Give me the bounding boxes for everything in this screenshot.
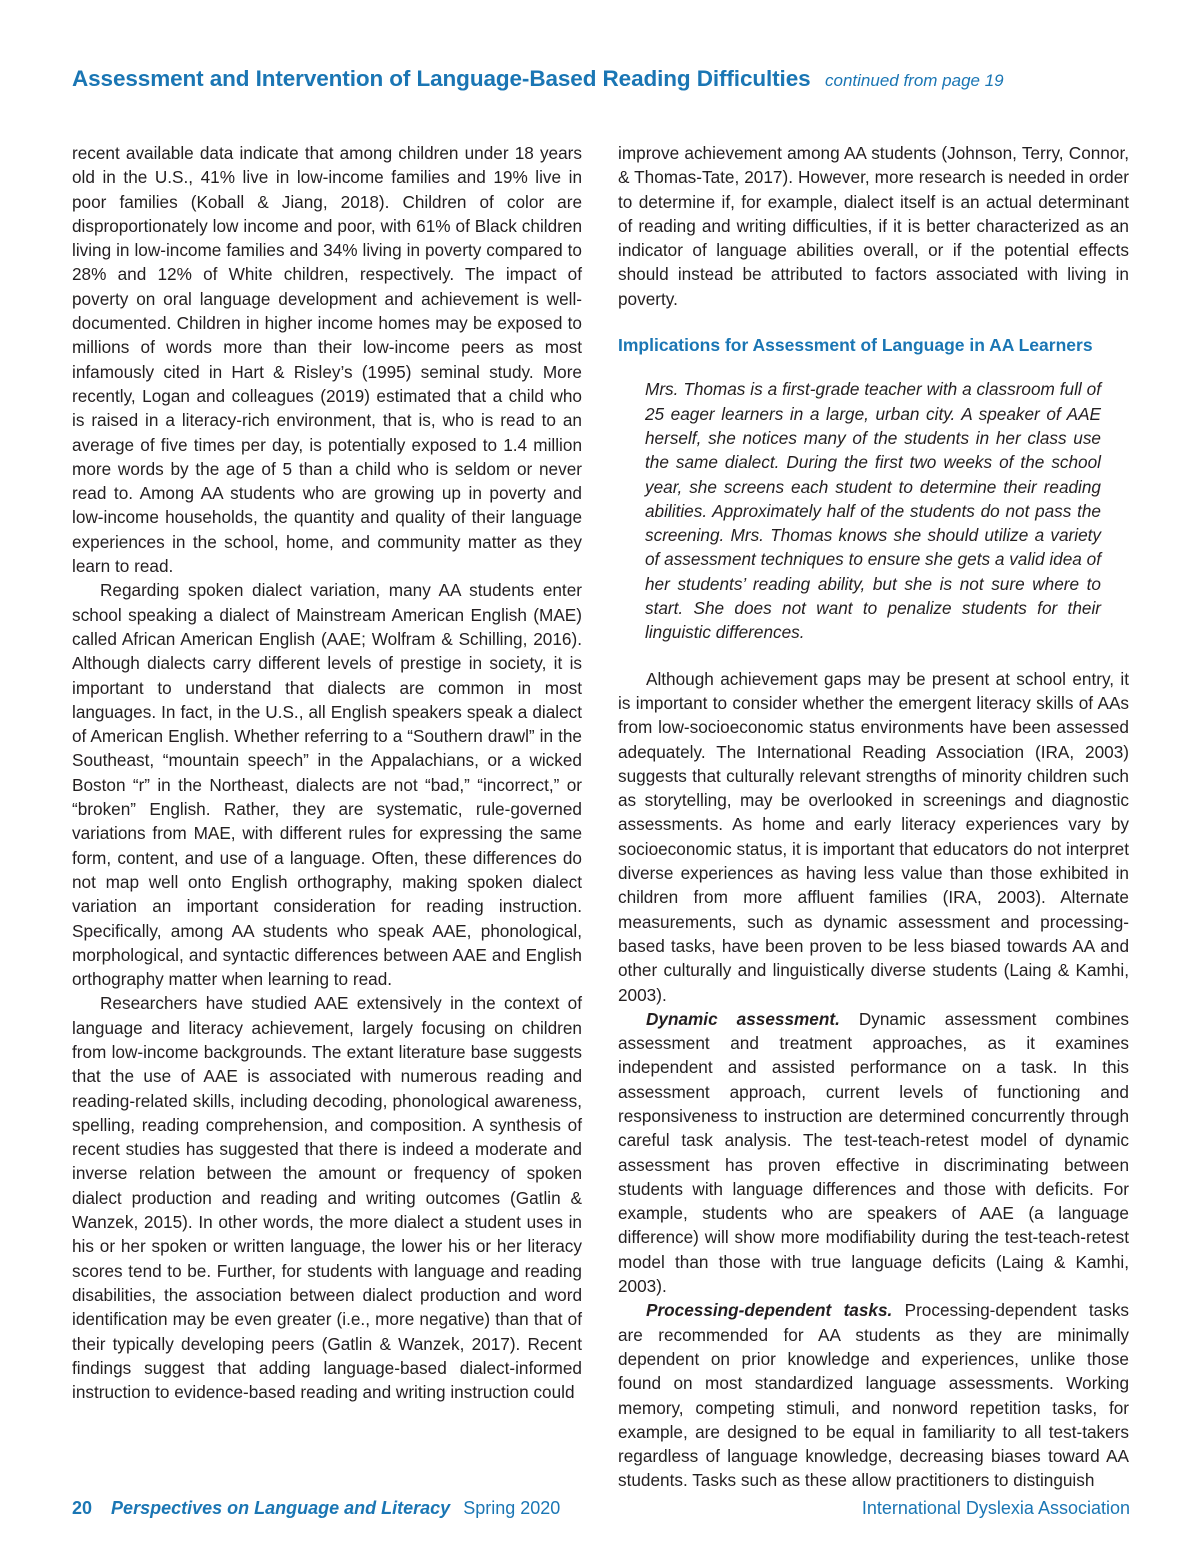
dynamic-assessment-paragraph (618, 1007, 1129, 1299)
journal-issue: Spring 2020 (463, 1498, 561, 1518)
right-paragraph-1: improve achievement among AA students (Johnson, Terry, Connor, & Thomas-Tate, 2017). However, more research is needed in order to determine if, for example, dialect itself is an actual determinant of reading and writing difficulties, if it is better characterized as an indicator of language abilities overall, or if the potential effects should instead be attributed to factors associated with living in poverty. (618, 143, 1129, 309)
organization-name: International Dyslexia Association (861, 1498, 1130, 1518)
page-number: 20 (72, 1498, 93, 1518)
section-heading: Implications for Assessment of Language in AA Learners (618, 335, 1093, 356)
vignette-text: Mrs. Thomas is a first-grade teacher with a classroom full of 25 eager learners in a large, urban city. A speaker of AAE herself, she notices many of the students in her class use the same dialect. During the first two weeks of the school year, she screens each student to determine their reading abilities. Approximately half of the students do not pass the screening. Mrs. Thomas knows she should utilize a variety of assessment techniques to ensure she gets a valid idea of her students’ reading ability, but she is not sure where to start. She does not want to penalize students for their linguistic differences. (645, 379, 1101, 643)
processing-tasks-paragraph (618, 1298, 1129, 1492)
left-paragraph-2: Regarding spoken dialect variation, many AA students enter school speaking a dialect of Mainstream American English (MAE) called African American English (AAE; Wolfram & Schilling, 2016). Although dialects carry different levels of prestige in society, it is important to understand that dialects are common in most languages. In fact, in the U.S., all English speakers speak a dialect of American English. Whether referring to a “Southern drawl” in the Southeast, “mountain speech” in the Appalachians, or a wicked Boston “r” in the Northeast, dialects are not “bad,” “incorrect,” or “broken” English. Rather, they are systematic, rule-governed variations from MAE, with different rules for expressing the same form, content, and use of a language. Often, these differences do not map well onto English orthography, making spoken dialect variation an important consideration for reading instruction. Specifically, among AA students who speak AAE, phonological, morphological, and syntactic differences between AAE and English orthography matter when learning to read. (72, 580, 582, 990)
right-column (618, 141, 1129, 1493)
page-footer (72, 1498, 1130, 1519)
left-paragraph-1: recent available data indicate that among children under 18 years old in the U.S., 41% live in low-income families and 19% live in poor families (Koball & Jiang, 2018). Children of color are disproportionately low income and poor, with 61% of Black children living in low-income families and 34% living in poverty compared to 28% and 12% of White children, respectively. The impact of poverty on oral language development and achievement is well-documented. Children in higher income homes may be exposed to millions of words more than their low-income peers as most infamously cited in Hart & Risley’s (1995) seminal study. More recently, Logan and colleagues (2019) estimated that a child who is raised in a literacy-rich environment, that is, who is read to an average of five times per day, is potentially exposed to 1.4 million more words by the age of 5 than a child who is seldom or never read to. Among AA students who are growing up in poverty and low-income households, the quantity and quality of their language experiences in the school, home, and community matter as they learn to read. (72, 143, 582, 577)
continued-note: continued from page 19 (825, 71, 1004, 90)
page-header (72, 66, 1132, 92)
left-paragraph-3: Researchers have studied AAE extensively in the context of language and literacy achievement, largely focusing on children from low-income backgrounds. The extant literature base suggests that the use of AAE is associated with numerous reading and reading-related skills, including decoding, phonological awareness, spelling, reading comprehension, and composition. A synthesis of recent studies has suggested that there is indeed a moderate and inverse relation between the amount or frequency of spoken dialect production and reading and writing outcomes (Gatlin & Wanzek, 2015). In other words, the more dialect a student uses in his or her spoken or written language, the lower his or her literacy scores tend to be. Further, for students with language and reading disabilities, the association between dialect production and word identification may be even greater (i.e., more negative) than that of their typically developing peers (Gatlin & Wanzek, 2017). Recent findings suggest that adding language-based dialect-informed instruction to evidence-based reading and writing instruction could (72, 993, 582, 1403)
left-column (72, 141, 582, 1404)
journal-name: Perspectives on Language and Literacy (111, 1498, 451, 1518)
processing-tasks-text: Processing-dependent tasks are recommended for AA students as they are minimally dependent on prior knowledge and experiences, unlike those found on most standardized language assessments. Working memory, competing stimuli, and nonword repetition tasks, for example, are designed to be equal in familiarity to all test-takers regardless of language knowledge, decreasing biases toward AA students. Tasks such as these allow practitioners to distinguish (618, 1300, 1130, 1491)
case-vignette (645, 377, 1101, 644)
right-paragraph-2: Although achievement gaps may be present at school entry, it is important to consider whether the emergent literacy skills of AAs from low-socioeconomic status environments have been assessed adequately. The International Reading Association (IRA, 2003) suggests that culturally relevant strengths of minority children such as storytelling, may be overlooked in screenings and diagnostic assessments. As home and early literacy experiences vary by socioeconomic status, it is important that educators do not interpret diverse experiences as having less value than those exhibited in children from more affluent families (IRA, 2003). Alternate measurements, such as dynamic assessment and processing-based tasks, have been proven to be less biased towards AA and other culturally and linguistically diverse students (Laing & Kamhi, 2003). (618, 668, 1129, 1005)
dynamic-assessment-text: Dynamic assessment combines assessment and treatment approaches, as it examines independent and assisted performance on a task. In this assessment approach, current levels of functioning and responsiveness to instruction are determined concurrently through careful task analysis. The test-teach-retest model of dynamic assessment has proven effective in discriminating between students with language differences and those with deficits. For example, students who are speakers of AAE (a language difference) will show more modifiability during the test-teach-retest model than those with true language deficits (Laing & Kamhi, 2003). (618, 1008, 1129, 1297)
dynamic-assessment-runin: Dynamic assessment. (646, 1008, 840, 1029)
processing-tasks-runin: Processing-dependent tasks. (646, 1300, 893, 1321)
article-title: Assessment and Intervention of Language-Based Reading Difficulties (72, 66, 811, 91)
